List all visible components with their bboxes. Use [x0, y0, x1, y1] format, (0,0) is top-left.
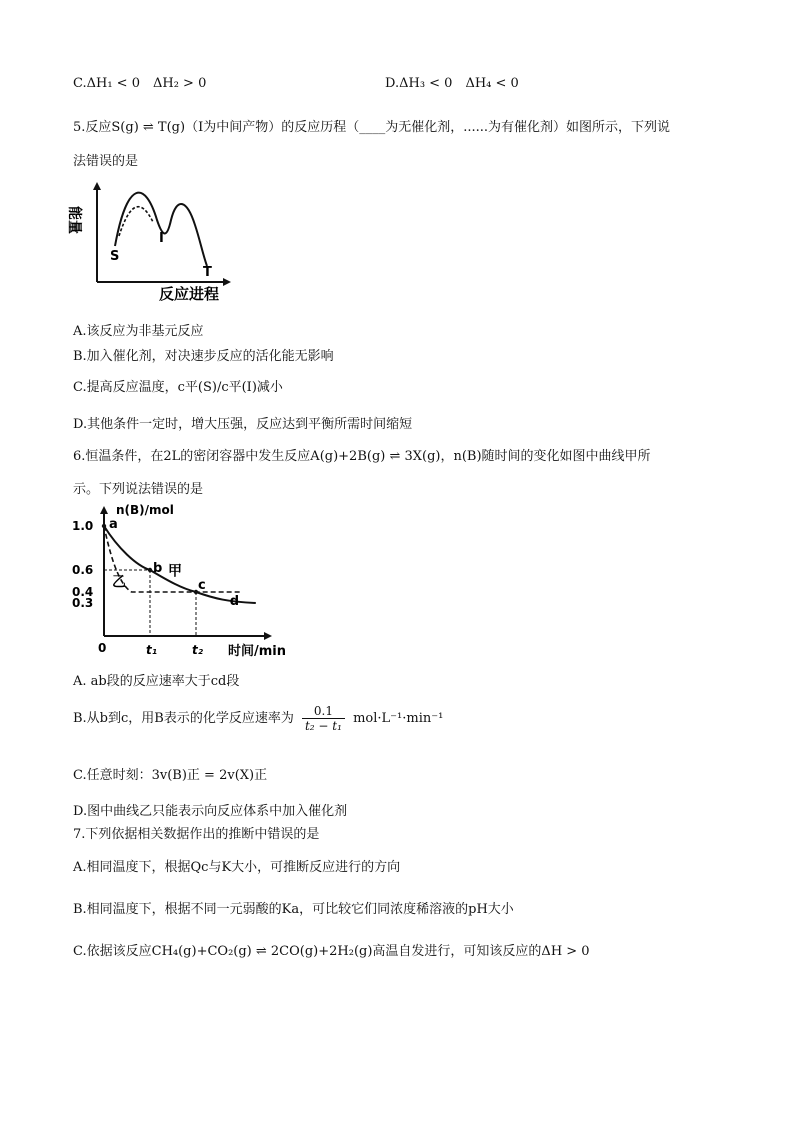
q6-x-axis-arrow: [264, 632, 272, 640]
q5-option-a: A.该反应为非基元反应: [73, 324, 204, 339]
q6-stem-line1: 6.恒温条件，在2L的密闭容器中发生反应A(g)+2B(g) ⇌ 3X(g)，n(B)随时间的变化如图中曲线甲所: [73, 449, 651, 464]
q5-xlabel: 反应进程: [159, 285, 220, 303]
q6-xtick-0: 0: [98, 641, 107, 655]
q6-option-b-numerator: 0.1: [302, 704, 345, 719]
q6-option-b-denominator: t₂ − t₁: [304, 719, 342, 733]
q5-option-c: C.提高反应温度，c平(S)/c平(I)减小: [73, 380, 283, 395]
q7-stem: 7.下列依据相关数据作出的推断中错误的是: [73, 827, 320, 842]
q6-option-c: C.任意时刻：3v(B)正 = 2v(X)正: [73, 768, 268, 783]
q5-x-axis-arrow: [223, 278, 231, 286]
q5-label-s: S: [110, 249, 120, 264]
q6-point-label-b: b: [153, 561, 163, 576]
q6-chart: [70, 500, 310, 660]
q6-xtick-t1: t₁: [146, 643, 157, 657]
q6-option-b-prefix: B.从b到c，用B表示的化学反应速率为: [73, 711, 294, 726]
q6-stem-line2: 示。下列说法错误的是: [73, 482, 204, 497]
q5-option-b: B.加入催化剂，对决速步反应的活化能无影响: [73, 349, 334, 364]
q6-option-a: A. ab段的反应速率大于cd段: [73, 674, 240, 689]
q6-ylabel: n(B)/mol: [116, 503, 174, 517]
q7-option-c: C.依据该反应CH₄(g)+CO₂(g) ⇌ 2CO(g)+2H₂(g)高温自发进行，可知该反应的ΔH > 0: [73, 944, 590, 959]
q7-option-b: B.相同温度下，根据不同一元弱酸的Ka，可比较它们同浓度稀溶液的pH大小: [73, 902, 514, 917]
q4-option-d: D.ΔH₃ < 0 ΔH₄ < 0: [385, 76, 519, 91]
q6-point-label-d: d: [229, 594, 240, 609]
q6-series-yi-label: 乙: [112, 574, 126, 591]
q6-xtick-t2: t₂: [192, 643, 203, 657]
q5-curve-uncatalyzed: [115, 193, 207, 266]
q6-y-axis-arrow: [100, 506, 108, 514]
q6-xlabel: 时间/min: [228, 644, 287, 659]
q6-ytick-0_6: 0.6: [72, 563, 94, 577]
q5-label-t: T: [203, 265, 212, 280]
q4-option-c: C.ΔH₁ < 0 ΔH₂ > 0: [73, 76, 207, 91]
q6-ytick-1_0: 1.0: [72, 519, 94, 533]
q6-option-b-fraction: [302, 704, 345, 733]
q5-stem-line2: 法错误的是: [73, 154, 139, 169]
q6-point-label-a: a: [109, 517, 118, 532]
q5-option-d: D.其他条件一定时，增大压强，反应达到平衡所需时间缩短: [73, 417, 413, 432]
q6-series-jia-label: 甲: [168, 563, 182, 580]
q6-point-a: [102, 524, 106, 528]
q6-option-b-unit: mol·L⁻¹·min⁻¹: [353, 711, 444, 726]
q5-stem-line1: 5.反应S(g) ⇌ T(g)（I为中间产物）的反应历程（____为无催化剂，......为有催化剂）如图所示，下列说: [73, 120, 670, 135]
q6-point-label-c: c: [198, 578, 206, 593]
q6-ytick-0_3: 0.3: [72, 596, 94, 610]
q5-energy-diagram: [66, 180, 245, 305]
q5-ylabel: 能量: [66, 206, 82, 234]
q5-y-axis-arrow: [93, 182, 101, 190]
q5-label-i: I: [159, 231, 164, 246]
q7-option-a: A.相同温度下，根据Qc与K大小，可推断反应进行的方向: [73, 860, 401, 875]
q6-option-b: [73, 704, 443, 733]
q6-option-d: D.图中曲线乙只能表示向反应体系中加入催化剂: [73, 804, 348, 819]
q6-ytick-0_4: 0.4: [72, 585, 94, 599]
q6-point-b: [148, 568, 152, 572]
